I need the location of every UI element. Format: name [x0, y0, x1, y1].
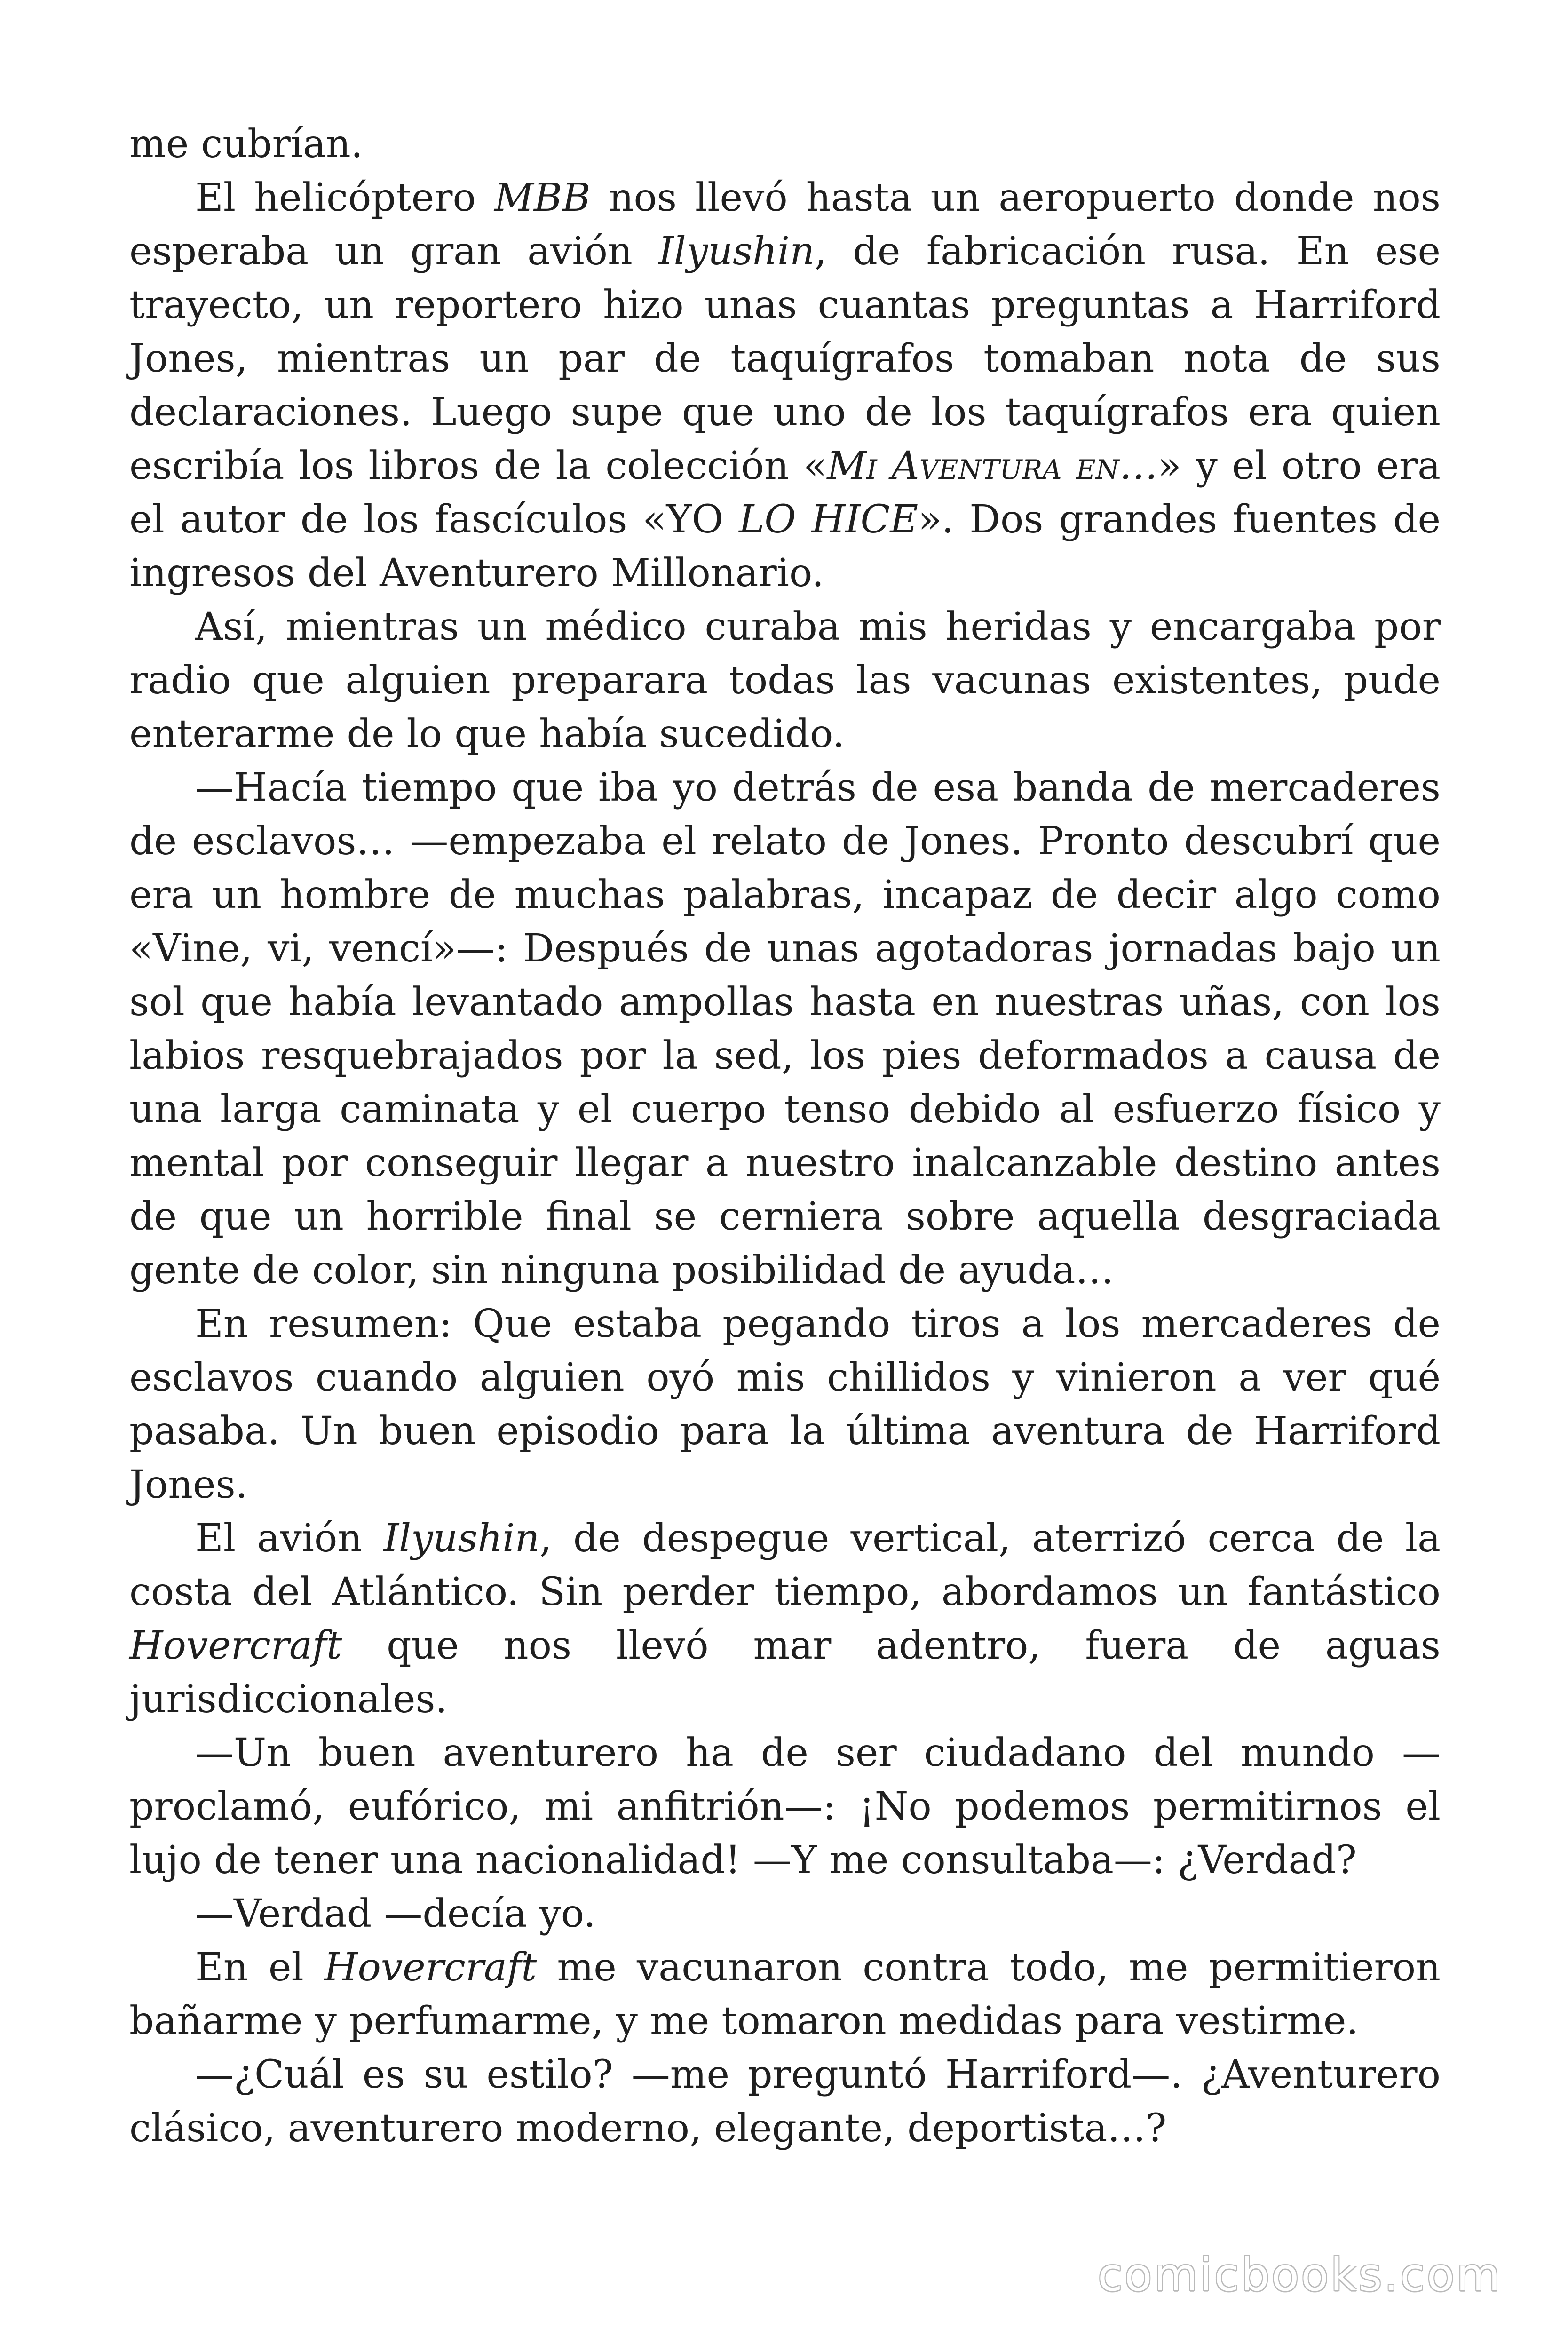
text-run: , de despegue vertical, aterrizó cerca de la costa del Atlántico. Sin perder tiempo, abordamos un fantástico — [129, 1516, 1441, 1614]
italic-run: MBB — [494, 175, 591, 220]
text-run: El avión — [195, 1516, 384, 1561]
text-run: » y el otro era el autor de los fascículos «YO — [129, 444, 1441, 542]
italic-run: Hovercraft — [324, 1945, 537, 1990]
text-run: nos llevó hasta un aeropuerto donde nos esperaba un gran avión — [129, 175, 1441, 274]
text-run: El helicóptero — [195, 175, 495, 220]
italic-run: Hovercraft — [129, 1623, 342, 1668]
small-caps-run: Mi Aventura en… — [827, 444, 1158, 488]
paragraph-continuation: me cubrían. — [129, 122, 363, 167]
book-page-text — [129, 118, 1441, 2155]
paragraph-hovercraft — [129, 1941, 1441, 2048]
paragraph-jones-story: —Hacía tiempo que iba yo detrás de esa banda de mercaderes de esclavos… —empezaba el relato de Jones. Pronto descubrí que era un hombre de muchas palabras, incapaz de decir algo como «Vine, vi, vencí»—: Después de unas agotadoras jornadas bajo un sol que había levantado ampollas hasta en nuestras uñas, con los labios resquebrajados por la sed, los pies deformados a causa de una larga caminata y el cuerpo tenso debido al esfuerzo físico y mental por conseguir llegar a nuestro inalcanzable destino antes de que un horrible final se cerniera sobre aquella desgraciada gente de color, sin ninguna posibilidad de ayuda… — [129, 765, 1441, 1293]
text-run: me vacunaron contra todo, me permitieron bañarme y perfumarme, y me tomaron medidas para vestirme. — [129, 1945, 1441, 2043]
italic-run: Ilyushin — [383, 1516, 540, 1561]
paragraph-medic: Así, mientras un médico curaba mis heridas y encargaba por radio que alguien preparara todas las vacunas existentes, pude enterarme de lo que había sucedido. — [129, 604, 1441, 756]
watermark-logo: comicbooks.com — [1097, 2249, 1502, 2301]
paragraph-style-question: —¿Cuál es su estilo? —me preguntó Harriford—. ¿Aventurero clásico, aventurero moderno, elegante, deportista…? — [129, 2052, 1441, 2151]
paragraph-ilyushin — [129, 1512, 1441, 1726]
text-run: , de fabricación rusa. En ese trayecto, un reportero hizo unas cuantas preguntas a Harriford Jones, mientras un par de taquígrafos tomaban nota de sus declaraciones. Luego supe que uno de los taquígrafos era quien escribía los libros de la colección « — [129, 229, 1441, 488]
text-run: En el — [195, 1945, 324, 1990]
paragraph-verdad: —Verdad —decía yo. — [195, 1891, 596, 1936]
paragraph-summary: En resumen: Que estaba pegando tiros a los mercaderes de esclavos cuando alguien oyó mis chillidos y vinieron a ver qué pasaba. Un buen episodio para la última aventura de Harriford Jones. — [129, 1302, 1441, 1507]
italic-run: LO HICE — [738, 497, 919, 542]
text-run: que nos llevó mar adentro, fuera de aguas jurisdiccionales. — [129, 1623, 1441, 1722]
paragraph-helicopter — [129, 171, 1441, 600]
paragraph-citizen: —Un buen aventurero ha de ser ciudadano del mundo —proclamó, eufórico, mi anfitrión—: ¡No podemos permitirnos el lujo de tener una nacionalidad! —Y me consultaba—: ¿Verdad? — [129, 1731, 1441, 1883]
text-run: ». Dos grandes fuentes de ingresos del Aventurero Millonario. — [129, 497, 1441, 596]
italic-run: Ilyushin — [658, 229, 815, 274]
